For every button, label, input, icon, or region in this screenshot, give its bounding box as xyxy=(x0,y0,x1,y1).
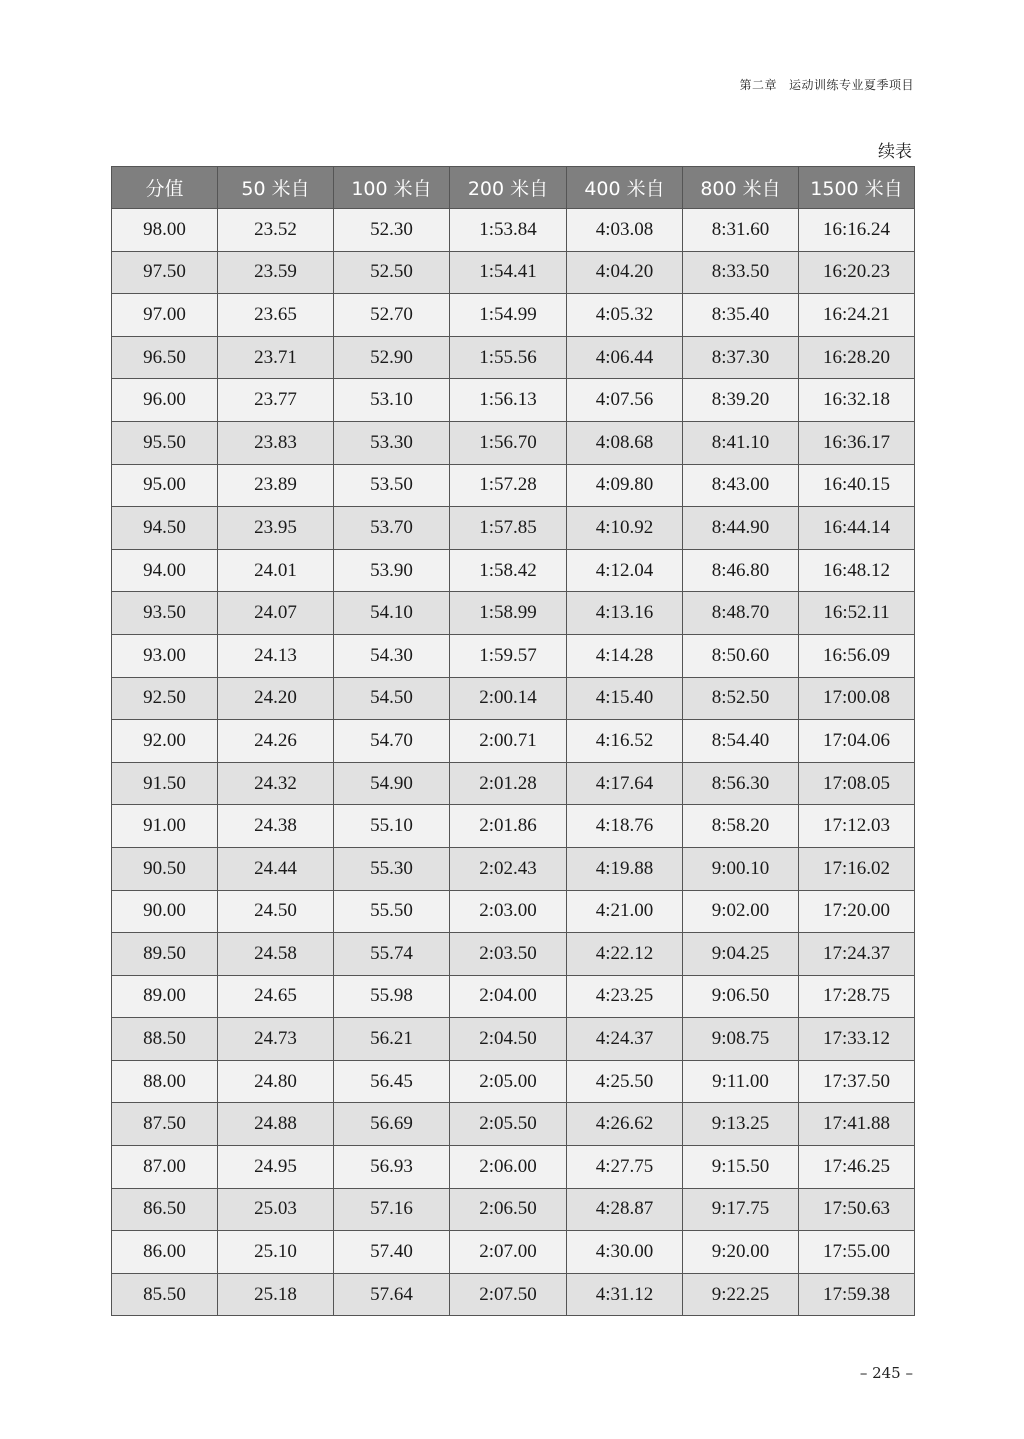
table-cell: 55.10 xyxy=(334,805,450,848)
table-cell: 53.10 xyxy=(334,379,450,422)
table-cell: 4:15.40 xyxy=(567,677,683,720)
table-cell: 4:31.12 xyxy=(567,1273,683,1316)
table-cell: 2:07.00 xyxy=(450,1231,567,1274)
table-cell: 2:05.00 xyxy=(450,1060,567,1103)
table-row xyxy=(112,549,915,592)
table-cell: 1:54.99 xyxy=(450,294,567,337)
table-cell: 24.07 xyxy=(218,592,334,635)
table-cell: 24.32 xyxy=(218,762,334,805)
table-cell: 8:39.20 xyxy=(683,379,799,422)
table-cell: 4:13.16 xyxy=(567,592,683,635)
table-cell: 17:28.75 xyxy=(799,975,915,1018)
table-cell: 24.73 xyxy=(218,1018,334,1061)
table-cell: 92.00 xyxy=(112,720,218,763)
table-cell: 9:11.00 xyxy=(683,1060,799,1103)
table-row xyxy=(112,421,915,464)
table-row xyxy=(112,634,915,677)
table-cell: 8:52.50 xyxy=(683,677,799,720)
column-header: 50 米自 xyxy=(218,167,334,209)
table-cell: 4:21.00 xyxy=(567,890,683,933)
table-cell: 2:04.50 xyxy=(450,1018,567,1061)
chapter-label: 第二章 xyxy=(739,78,777,92)
table-cell: 96.50 xyxy=(112,336,218,379)
table-cell: 4:12.04 xyxy=(567,549,683,592)
table-cell: 17:33.12 xyxy=(799,1018,915,1061)
table-header-row xyxy=(112,167,915,209)
table-cell: 55.50 xyxy=(334,890,450,933)
table-cell: 17:50.63 xyxy=(799,1188,915,1231)
table-cell: 2:06.00 xyxy=(450,1146,567,1189)
table-cell: 17:08.05 xyxy=(799,762,915,805)
table-cell: 2:03.00 xyxy=(450,890,567,933)
table-cell: 2:01.28 xyxy=(450,762,567,805)
table-cell: 8:48.70 xyxy=(683,592,799,635)
table-cell: 4:28.87 xyxy=(567,1188,683,1231)
table-cell: 23.65 xyxy=(218,294,334,337)
column-header: 分值 xyxy=(112,167,218,209)
table-cell: 88.00 xyxy=(112,1060,218,1103)
table-cell: 2:02.43 xyxy=(450,847,567,890)
table-cell: 23.52 xyxy=(218,209,334,252)
table-cell: 23.89 xyxy=(218,464,334,507)
table-cell: 9:00.10 xyxy=(683,847,799,890)
table-cell: 1:56.13 xyxy=(450,379,567,422)
table-row xyxy=(112,209,915,252)
table-cell: 16:16.24 xyxy=(799,209,915,252)
table-cell: 2:01.86 xyxy=(450,805,567,848)
table-cell: 96.00 xyxy=(112,379,218,422)
table-cell: 55.98 xyxy=(334,975,450,1018)
section-title: 运动训练专业夏季项目 xyxy=(788,78,914,92)
table-cell: 53.90 xyxy=(334,549,450,592)
table-cell: 90.00 xyxy=(112,890,218,933)
table-cell: 17:41.88 xyxy=(799,1103,915,1146)
table-cell: 24.65 xyxy=(218,975,334,1018)
table-cell: 17:46.25 xyxy=(799,1146,915,1189)
table-cell: 16:36.17 xyxy=(799,421,915,464)
table-row xyxy=(112,464,915,507)
table-cell: 23.71 xyxy=(218,336,334,379)
table-cell: 8:41.10 xyxy=(683,421,799,464)
table-row xyxy=(112,1231,915,1274)
table-cell: 1:53.84 xyxy=(450,209,567,252)
page-number: – 245 – xyxy=(859,1364,913,1382)
table-cell: 24.58 xyxy=(218,933,334,976)
table-cell: 87.50 xyxy=(112,1103,218,1146)
table-cell: 92.50 xyxy=(112,677,218,720)
table-cell: 9:08.75 xyxy=(683,1018,799,1061)
table-cell: 16:28.20 xyxy=(799,336,915,379)
table-cell: 55.74 xyxy=(334,933,450,976)
table-cell: 8:44.90 xyxy=(683,507,799,550)
table-cell: 17:59.38 xyxy=(799,1273,915,1316)
table-cell: 4:18.76 xyxy=(567,805,683,848)
table-row xyxy=(112,379,915,422)
table-row xyxy=(112,975,915,1018)
table-cell: 23.95 xyxy=(218,507,334,550)
table-cell: 4:23.25 xyxy=(567,975,683,1018)
table-cell: 4:30.00 xyxy=(567,1231,683,1274)
table-cell: 4:05.32 xyxy=(567,294,683,337)
table-cell: 53.30 xyxy=(334,421,450,464)
table-cell: 8:56.30 xyxy=(683,762,799,805)
table-cell: 1:54.41 xyxy=(450,251,567,294)
table-cell: 52.30 xyxy=(334,209,450,252)
table-cell: 2:04.00 xyxy=(450,975,567,1018)
table-cell: 85.50 xyxy=(112,1273,218,1316)
table-cell: 2:07.50 xyxy=(450,1273,567,1316)
table-cell: 17:04.06 xyxy=(799,720,915,763)
column-header: 1500 米自 xyxy=(799,167,915,209)
table-cell: 90.50 xyxy=(112,847,218,890)
table-cell: 87.00 xyxy=(112,1146,218,1189)
table-row xyxy=(112,805,915,848)
score-table xyxy=(111,166,915,1316)
table-cell: 16:40.15 xyxy=(799,464,915,507)
table-cell: 52.90 xyxy=(334,336,450,379)
table-cell: 24.26 xyxy=(218,720,334,763)
table-row xyxy=(112,933,915,976)
table-cell: 16:44.14 xyxy=(799,507,915,550)
table-cell: 97.00 xyxy=(112,294,218,337)
table-cell: 17:12.03 xyxy=(799,805,915,848)
table-row xyxy=(112,336,915,379)
table-row xyxy=(112,1273,915,1316)
table-cell: 57.64 xyxy=(334,1273,450,1316)
table-cell: 8:35.40 xyxy=(683,294,799,337)
table-row xyxy=(112,294,915,337)
table-cell: 9:20.00 xyxy=(683,1231,799,1274)
table-cell: 4:17.64 xyxy=(567,762,683,805)
table-cell: 2:00.71 xyxy=(450,720,567,763)
table-cell: 1:58.99 xyxy=(450,592,567,635)
table-cell: 17:24.37 xyxy=(799,933,915,976)
table-cell: 9:15.50 xyxy=(683,1146,799,1189)
table-cell: 1:56.70 xyxy=(450,421,567,464)
table-caption: 续表 xyxy=(878,142,912,162)
table-cell: 2:06.50 xyxy=(450,1188,567,1231)
table-cell: 17:37.50 xyxy=(799,1060,915,1103)
table-cell: 95.50 xyxy=(112,421,218,464)
table-cell: 9:04.25 xyxy=(683,933,799,976)
table-cell: 57.16 xyxy=(334,1188,450,1231)
table-row xyxy=(112,720,915,763)
table-cell: 94.00 xyxy=(112,549,218,592)
table-body xyxy=(112,209,915,1316)
table-row xyxy=(112,847,915,890)
table-cell: 4:07.56 xyxy=(567,379,683,422)
table-cell: 8:58.20 xyxy=(683,805,799,848)
table-cell: 4:09.80 xyxy=(567,464,683,507)
table-cell: 89.50 xyxy=(112,933,218,976)
table-cell: 24.80 xyxy=(218,1060,334,1103)
table-cell: 95.00 xyxy=(112,464,218,507)
table-row xyxy=(112,1060,915,1103)
table-cell: 2:00.14 xyxy=(450,677,567,720)
table-cell: 23.83 xyxy=(218,421,334,464)
table-cell: 55.30 xyxy=(334,847,450,890)
table-cell: 86.50 xyxy=(112,1188,218,1231)
table-cell: 4:25.50 xyxy=(567,1060,683,1103)
table-cell: 57.40 xyxy=(334,1231,450,1274)
table-cell: 23.59 xyxy=(218,251,334,294)
table-cell: 4:22.12 xyxy=(567,933,683,976)
table-cell: 16:56.09 xyxy=(799,634,915,677)
table-cell: 9:02.00 xyxy=(683,890,799,933)
table-cell: 1:57.85 xyxy=(450,507,567,550)
table-cell: 91.50 xyxy=(112,762,218,805)
table-cell: 54.90 xyxy=(334,762,450,805)
table-cell: 4:04.20 xyxy=(567,251,683,294)
table-cell: 16:52.11 xyxy=(799,592,915,635)
column-header: 800 米自 xyxy=(683,167,799,209)
table-cell: 1:58.42 xyxy=(450,549,567,592)
table-row xyxy=(112,1146,915,1189)
table-cell: 24.01 xyxy=(218,549,334,592)
table-cell: 53.50 xyxy=(334,464,450,507)
table-cell: 8:46.80 xyxy=(683,549,799,592)
table-cell: 24.13 xyxy=(218,634,334,677)
table-cell: 4:27.75 xyxy=(567,1146,683,1189)
table-cell: 8:37.30 xyxy=(683,336,799,379)
table-cell: 9:13.25 xyxy=(683,1103,799,1146)
table-cell: 17:20.00 xyxy=(799,890,915,933)
table-row xyxy=(112,592,915,635)
table-cell: 89.00 xyxy=(112,975,218,1018)
column-header: 400 米自 xyxy=(567,167,683,209)
table-row xyxy=(112,1103,915,1146)
table-cell: 8:50.60 xyxy=(683,634,799,677)
table-cell: 8:31.60 xyxy=(683,209,799,252)
table-cell: 53.70 xyxy=(334,507,450,550)
table-cell: 25.10 xyxy=(218,1231,334,1274)
table-cell: 4:10.92 xyxy=(567,507,683,550)
table-cell: 52.50 xyxy=(334,251,450,294)
table-cell: 16:24.21 xyxy=(799,294,915,337)
table-cell: 54.10 xyxy=(334,592,450,635)
table-cell: 4:26.62 xyxy=(567,1103,683,1146)
column-header: 200 米自 xyxy=(450,167,567,209)
table-row xyxy=(112,1188,915,1231)
table-cell: 1:59.57 xyxy=(450,634,567,677)
table-row xyxy=(112,251,915,294)
table-cell: 16:20.23 xyxy=(799,251,915,294)
table-cell: 93.50 xyxy=(112,592,218,635)
table-row xyxy=(112,1018,915,1061)
table-row xyxy=(112,507,915,550)
table-cell: 4:19.88 xyxy=(567,847,683,890)
table-cell: 4:24.37 xyxy=(567,1018,683,1061)
table-cell: 4:06.44 xyxy=(567,336,683,379)
table-cell: 54.50 xyxy=(334,677,450,720)
table-cell: 97.50 xyxy=(112,251,218,294)
table-cell: 9:17.75 xyxy=(683,1188,799,1231)
table-cell: 23.77 xyxy=(218,379,334,422)
table-cell: 8:43.00 xyxy=(683,464,799,507)
table-cell: 17:55.00 xyxy=(799,1231,915,1274)
table-cell: 9:22.25 xyxy=(683,1273,799,1316)
table-cell: 4:16.52 xyxy=(567,720,683,763)
table-cell: 93.00 xyxy=(112,634,218,677)
table-cell: 56.21 xyxy=(334,1018,450,1061)
table-cell: 9:06.50 xyxy=(683,975,799,1018)
table-cell: 52.70 xyxy=(334,294,450,337)
table-cell: 4:08.68 xyxy=(567,421,683,464)
table-cell: 54.70 xyxy=(334,720,450,763)
table-cell: 25.03 xyxy=(218,1188,334,1231)
table-cell: 54.30 xyxy=(334,634,450,677)
table-cell: 1:57.28 xyxy=(450,464,567,507)
table-cell: 91.00 xyxy=(112,805,218,848)
table-row xyxy=(112,762,915,805)
table-row xyxy=(112,677,915,720)
running-header xyxy=(739,76,914,93)
table-cell: 94.50 xyxy=(112,507,218,550)
table-cell: 24.50 xyxy=(218,890,334,933)
table-cell: 88.50 xyxy=(112,1018,218,1061)
table-cell: 2:03.50 xyxy=(450,933,567,976)
table-cell: 24.20 xyxy=(218,677,334,720)
table-cell: 25.18 xyxy=(218,1273,334,1316)
table-cell: 8:54.40 xyxy=(683,720,799,763)
table-cell: 2:05.50 xyxy=(450,1103,567,1146)
table-cell: 17:16.02 xyxy=(799,847,915,890)
table-cell: 17:00.08 xyxy=(799,677,915,720)
table-cell: 86.00 xyxy=(112,1231,218,1274)
table-cell: 56.45 xyxy=(334,1060,450,1103)
table-cell: 16:48.12 xyxy=(799,549,915,592)
table-cell: 4:14.28 xyxy=(567,634,683,677)
table-row xyxy=(112,890,915,933)
table-cell: 24.88 xyxy=(218,1103,334,1146)
table-cell: 56.69 xyxy=(334,1103,450,1146)
table-cell: 1:55.56 xyxy=(450,336,567,379)
table-cell: 56.93 xyxy=(334,1146,450,1189)
table-cell: 24.38 xyxy=(218,805,334,848)
table-cell: 98.00 xyxy=(112,209,218,252)
column-header: 100 米自 xyxy=(334,167,450,209)
table-cell: 4:03.08 xyxy=(567,209,683,252)
table-cell: 16:32.18 xyxy=(799,379,915,422)
table-cell: 8:33.50 xyxy=(683,251,799,294)
table-cell: 24.95 xyxy=(218,1146,334,1189)
table-cell: 24.44 xyxy=(218,847,334,890)
